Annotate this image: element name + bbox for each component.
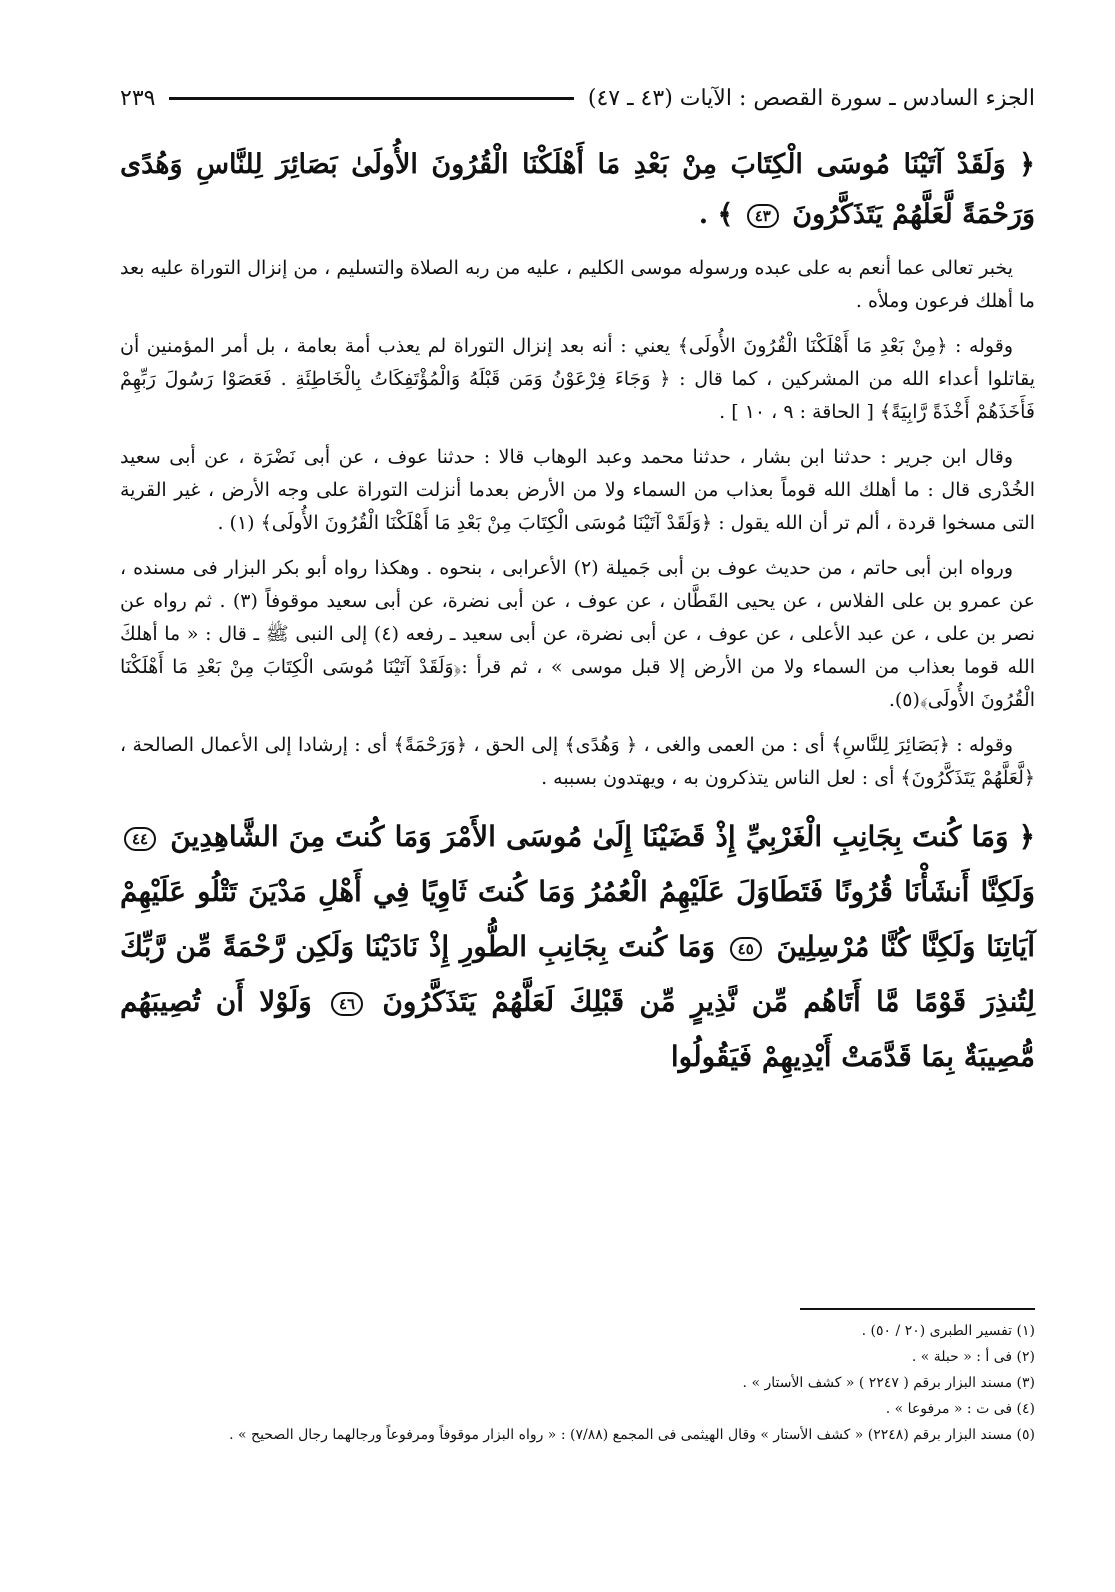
footnote: (٣) مسند البزار برقم ( ٢٢٤٧ ) « كشف الأستار » .: [742, 1375, 1035, 1391]
verse-end: ﴾ .: [698, 199, 734, 230]
page-body: [120, 140, 1035, 1084]
commentary-paragraph: يخبر تعالى عما أنعم به على عبده ورسوله موسى الكليم ، عليه من ربه الصلاة والتسليم ، من إنزال التوراة عليه بعد ما أهلك فرعون وملأه .: [120, 257, 1035, 312]
page-header: [120, 78, 1035, 118]
verse-text: وَلَوْلا أَن تُصِيبَهُم مُّصِيبَةٌ بِمَا قَدَّمَتْ أَيْدِيهِمْ فَيَقُولُوا: [120, 985, 1035, 1073]
ayah-number-marker: ٤٥: [730, 937, 762, 961]
footnote: (١) تفسير الطبرى (٢٠ / ٥٠) .: [861, 1323, 1035, 1339]
verse-text: ﴿ وَلَقَدْ آتَيْنَا مُوسَى الْكِتَابَ مِنْ بَعْدِ مَا أَهْلَكْنَا الْقُرُونَ الأُولَىٰ بَصَائِرَ لِلنَّاسِ وَهُدًى وَرَحْمَةً لَّعَلَّهُمْ يَتَذَكَّرُونَ: [120, 149, 1036, 230]
running-title: الجزء السادس ـ سورة القصص : الآيات (٤٣ ـ ٤٧): [587, 85, 1035, 111]
header-rule: [169, 97, 573, 100]
footnote-separator: [800, 1308, 1035, 1310]
commentary-paragraph: وقوله : ﴿مِنْ بَعْدِ مَا أَهْلَكْنَا الْقُرُونَ الأُولَى﴾ يعني : أنه بعد إنزال التوراة لم يعذب أمة بعامة ، بل أمر المؤمنين أن يقاتلوا أعداء الله من المشركين ، كما قال : ﴿ وَجَاءَ فِرْعَوْنُ وَمَن قَبْلَهُ وَالْمُؤْتَفِكَاتُ بِالْخَاطِئَةِ . فَعَصَوْا رَسُولَ رَبِّهِمْ فَأَخَذَهُمْ أَخْذَةً رَّابِيَةً﴾ [ الحاقة : ٩ ، ١٠ ] .: [120, 335, 1035, 423]
verse-text: وَمَا كُنتَ بِجَانِبِ الطُّورِ إِذْ نَادَيْنَا وَلَكِن رَّحْمَةً مِّن رَّبِّكَ لِتُنذِرَ قَوْمًا مَّا أَتَاهُم مِّن نَّذِيرٍ مِّن قَبْلِكَ لَعَلَّهُمْ يَتَذَكَّرُونَ: [120, 930, 1035, 1018]
commentary-paragraph: ورواه ابن أبى حاتم ، من حديث عوف بن أبى جَميلة (٢) الأعرابى ، بنحوه . وهكذا رواه أبو بكر البزار فى مسنده ، عن عمرو بن على الفلاس ، عن يحيى القَطَّان ، عن عوف ، عن أبى نضرة، عن أبى سعيد موقوفاً (٣) . ثم رواه عن نصر بن على ، عن عبد الأعلى ، عن عوف ، عن أبى نضرة، عن أبى سعيد ـ رفعه (٤) إلى النبى ﷺ ـ قال : « ما أهلكَ الله قوما بعذاب من السماء ولا من الأرض إلا قبل موسى » ، ثم قرأ :﴿وَلَقَدْ آتَيْنَا مُوسَى الْكِتَابَ مِنْ بَعْدِ مَا أَهْلَكْنَا الْقُرُونَ الأُولَى﴾(٥).: [120, 557, 1035, 711]
ayah-number-marker: ٤٣: [747, 204, 779, 228]
quran-verse-43: [120, 140, 1035, 240]
ayah-number-marker: ٤٦: [331, 992, 363, 1016]
footnote: (٢) فى أ : « حبلة » .: [911, 1349, 1035, 1365]
footnote: (٥) مسند البزار برقم (٢٢٤٨) « كشف الأستار » وقال الهيثمى فى المجمع (٧/٨٨) : « رواه البزار موقوفاً ومرفوعاً ورجالهما رجال الصحيح » .: [229, 1427, 1035, 1443]
footnotes: [120, 1318, 1035, 1448]
page-number: ٢٣٩: [120, 85, 156, 111]
quran-verses-44-47: [120, 809, 1035, 1084]
footnote: (٤) فى ت : « مرفوعا » .: [885, 1401, 1035, 1417]
verse-text: ﴿ وَمَا كُنتَ بِجَانِبِ الْغَرْبِيِّ إِذْ قَضَيْنَا إِلَىٰ مُوسَى الأَمْرَ وَمَا كُنتَ مِنَ الشَّاهِدِينَ: [170, 820, 1036, 853]
verse-text: وَلَكِنَّا أَنشَأْنَا قُرُونًا فَتَطَاوَلَ عَلَيْهِمُ الْعُمُرُ وَمَا كُنتَ ثَاوِيًا فِي أَهْلِ مَدْيَنَ تَتْلُو عَلَيْهِمْ آيَاتِنَا وَلَكِنَّا كُنَّا مُرْسِلِينَ: [120, 875, 1036, 963]
ayah-number-marker: ٤٤: [124, 827, 156, 851]
commentary-paragraph: وقوله : ﴿بَصَائِرَ لِلنَّاسِ﴾ أى : من العمى والغى ، ﴿ وَهُدًى﴾ إلى الحق ، ﴿وَرَحْمَةً﴾ أى : إرشادا إلى الأعمال الصالحة ،﴿لَّعَلَّهُمْ يَتَذَكَّرُونَ﴾ أى : لعل الناس يتذكرون به ، ويهتدون بسببه .: [120, 734, 1035, 789]
commentary-paragraph: وقال ابن جرير : حدثنا ابن بشار ، حدثنا محمد وعبد الوهاب قالا : حدثنا عوف ، عن أبى نَضْرَة ، عن أبى سعيد الخُدْرى قال : ما أهلك الله قوماً بعذاب من السماء ولا من الأرض بعدما أنزلت التوراة على وجه الأرض ، غير القرية التى مسخوا قردة ، ألم تر أن الله يقول : ﴿وَلَقَدْ آتَيْنَا مُوسَى الْكِتَابَ مِنْ بَعْدِ مَا أَهْلَكْنَا الْقُرُونَ الأُولَى﴾ (١) .: [120, 446, 1035, 534]
